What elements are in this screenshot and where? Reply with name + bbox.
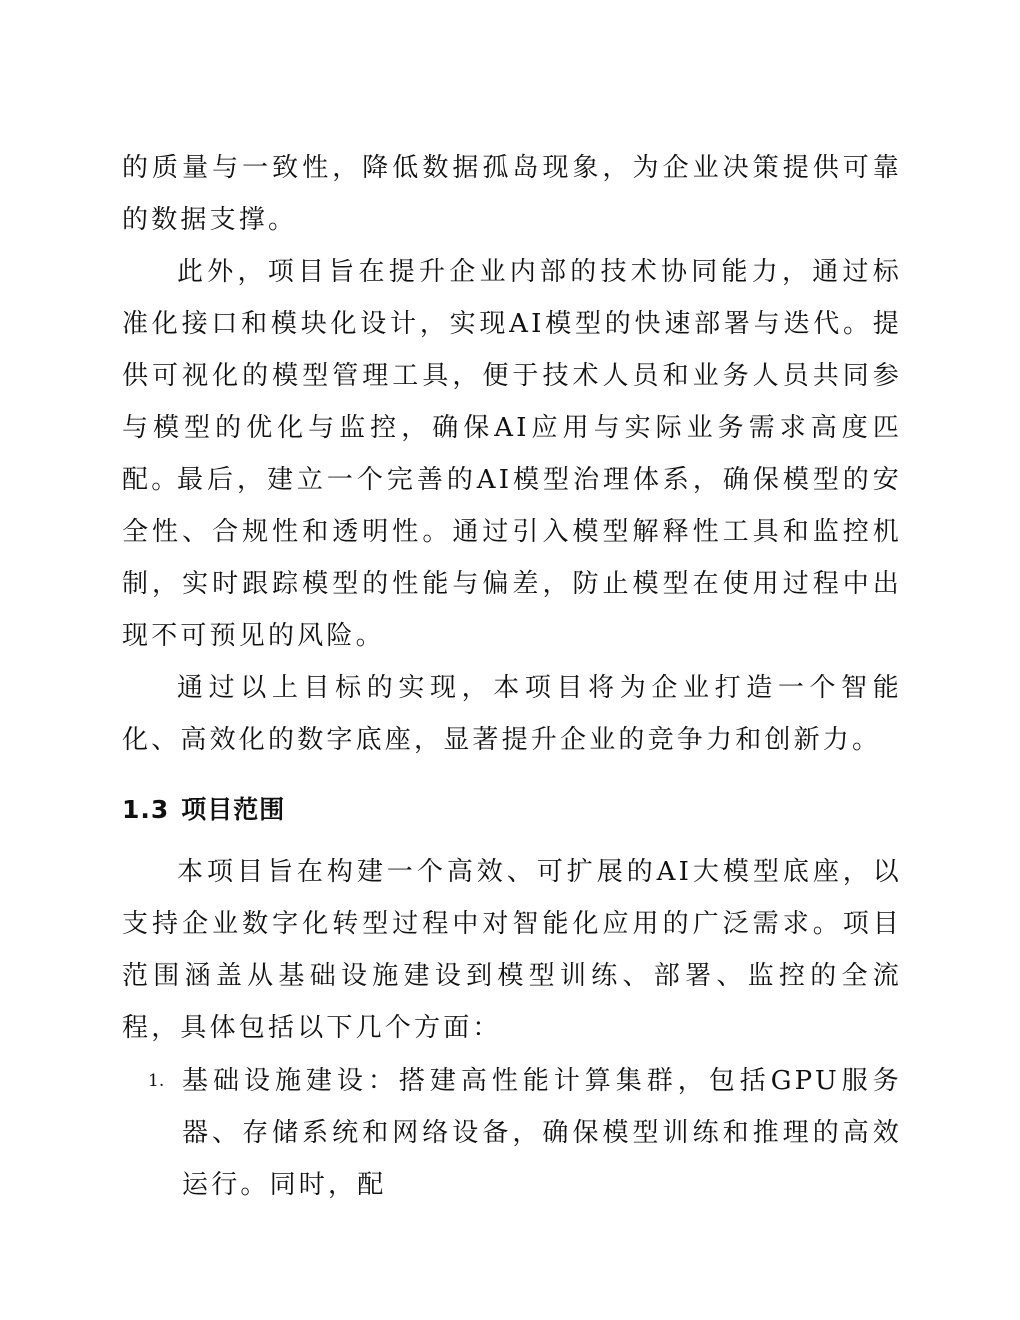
- section-number: 1.3: [122, 795, 170, 824]
- paragraph-data-quality: 的质量与一致性，降低数据孤岛现象，为企业决策提供可靠的数据支撑。: [122, 153, 902, 235]
- list-marker: 1.: [148, 1071, 165, 1091]
- paragraph-governance: 最后，建立一个完善的AI模型治理体系，确保模型的安全性、合规性和透明性。通过引入模型解释性工具和监控机制，实时跟踪模型的性能与偏差，防止模型在使用过程中出现不可预见的风险。: [122, 465, 902, 651]
- section-title: 项目范围: [181, 795, 286, 824]
- paragraph-collaboration: 此外，项目旨在提升企业内部的技术协同能力，通过标准化接口和模块化设计，实现AI模型的快速部署与迭代。提供可视化的模型管理工具，便于技术人员和业务人员共同参与模型的优化与监控，确保AI应用与实际业务需求高度匹配。: [122, 257, 902, 495]
- list-item-text: 基础设施建设：搭建高性能计算集群，包括GPU服务器、存储系统和网络设备，确保模型训练和推理的高效运行。同时，配: [182, 1066, 902, 1200]
- section-intro-paragraph: 本项目旨在构建一个高效、可扩展的AI大模型底座，以支持企业数字化转型过程中对智能化应用的广泛需求。项目范围涵盖从基础设施建设到模型训练、部署、监控的全流程，具体包括以下几个方面：: [122, 857, 902, 1043]
- paragraph-summary: 通过以上目标的实现，本项目将为企业打造一个智能化、高效化的数字底座，显著提升企业的竞争力和创新力。: [122, 673, 902, 755]
- section-heading: [122, 788, 285, 832]
- list-item: [148, 1055, 902, 1211]
